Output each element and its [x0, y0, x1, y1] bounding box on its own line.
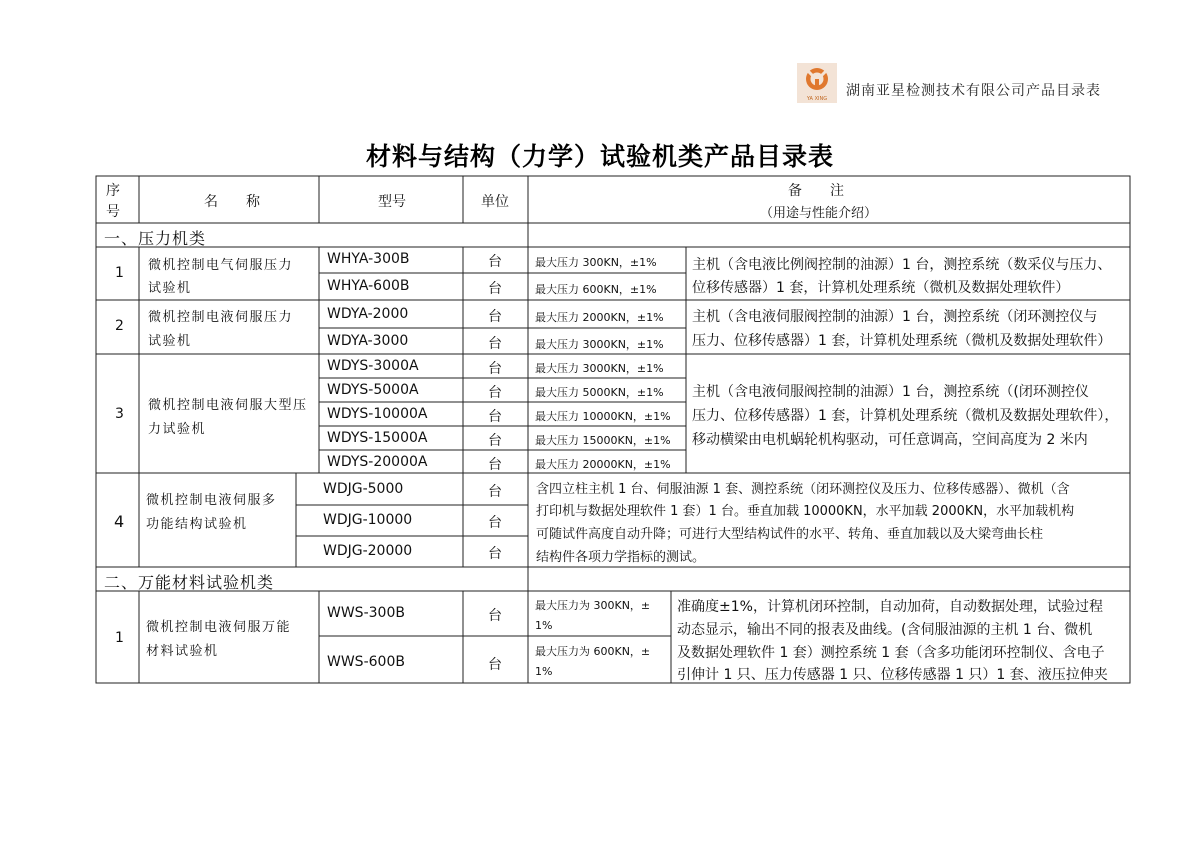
row-index: 2: [115, 318, 124, 334]
remark-line: 压力、位移传感器）1 套，计算机处理系统（微机及数据处理软件）: [692, 333, 1112, 349]
model-cell: WWS-600B: [327, 654, 405, 670]
remark-line: 打印机与数据处理软件 1 套）1 台。垂直加载 10000KN，水平加载 2000KN，水平加载机构: [536, 504, 1075, 519]
unit-cell: 台: [488, 361, 502, 377]
remark-line: 结构件各项力学指标的测试。: [536, 550, 706, 565]
product-name-line: 微机控制电液伺服压力: [148, 310, 294, 325]
row-index: 1: [115, 265, 124, 281]
spec-cell: 最大压力 3000KN，±1%: [535, 338, 664, 351]
spec-cell: 最大压力 5000KN，±1%: [535, 386, 664, 399]
spec-cell: 最大压力 2000KN，±1%: [535, 311, 664, 324]
remark-line: 位移传感器）1 套，计算机处理系统（微机及数据处理软件）: [692, 280, 1070, 296]
header-index-1: 序: [106, 183, 120, 199]
spec-cell: 最大压力为 300KN，±: [535, 599, 651, 612]
model-cell: WHYA-300B: [327, 251, 410, 267]
row-index: 3: [115, 406, 124, 422]
product-name-line: 微机控制电液伺服多: [146, 493, 277, 508]
row-index: 1: [115, 630, 124, 646]
model-cell: WDYS-3000A: [327, 358, 419, 374]
remark-line: 及数据处理软件 1 套）测控系统 1 套（含多功能闭环控制仪、含电子: [677, 645, 1105, 661]
remark-line: 主机（含电液伺服阀控制的油源）1 台，测控系统（(闭环测控仪: [692, 384, 1089, 400]
spec-cell: 1%: [535, 619, 553, 632]
spec-cell: 最大压力 300KN，±1%: [535, 256, 657, 269]
product-name-line: 试验机: [148, 334, 192, 349]
section-title: 一、压力机类: [104, 229, 207, 248]
model-cell: WWS-300B: [327, 605, 405, 621]
model-cell: WDYS-5000A: [327, 382, 419, 398]
product-name-line: 微机控制电气伺服压力: [148, 258, 294, 273]
spec-cell: 最大压力 15000KN，±1%: [535, 434, 671, 447]
product-name-line: 试验机: [148, 281, 192, 296]
header-unit: 单位: [481, 194, 509, 210]
model-cell: WDYA-3000: [327, 333, 409, 349]
unit-cell: 台: [488, 336, 502, 352]
model-cell: WDYA-2000: [327, 306, 409, 322]
unit-cell: 台: [488, 281, 502, 297]
remark-line: 可随试件高度自动升降；可进行大型结构试件的水平、转角、垂直加载以及大梁弯曲长柱: [536, 527, 1044, 542]
spec-cell: 最大压力 10000KN，±1%: [535, 410, 671, 423]
model-cell: WHYA-600B: [327, 278, 410, 294]
unit-cell: 台: [488, 657, 502, 673]
remark-line: 动态显示，输出不同的报表及曲线。(含伺服油源的主机 1 台、微机: [677, 622, 1093, 638]
header-remark-sub: （用途与性能介绍）: [760, 206, 878, 221]
unit-cell: 台: [488, 515, 502, 531]
unit-cell: 台: [488, 546, 502, 562]
row-index: 4: [114, 512, 125, 531]
model-cell: WDJG-20000: [323, 543, 413, 559]
spec-cell: 最大压力 600KN，±1%: [535, 283, 657, 296]
remark-line: 压力、位移传感器）1 套，计算机处理系统（微机及数据处理软件），: [692, 408, 1119, 424]
unit-cell: 台: [488, 309, 502, 325]
header-model: 型号: [378, 194, 406, 210]
section-title: 二、万能材料试验机类: [104, 573, 275, 592]
spec-cell: 1%: [535, 665, 553, 678]
remark-line: 主机（含电液比例阀控制的油源）1 台，测控系统（数采仪与压力、: [692, 257, 1112, 273]
unit-cell: 台: [488, 457, 502, 473]
model-cell: WDYS-10000A: [327, 406, 428, 422]
unit-cell: 台: [488, 254, 502, 270]
product-name-line: 材料试验机: [146, 644, 219, 659]
header-name: 名 称: [204, 194, 260, 210]
page-title: 材料与结构（力学）试验机类产品目录表: [365, 142, 834, 171]
remark-line: 移动横梁由电机蜗轮机构驱动，可任意调高，空间高度为 2 米内: [692, 432, 1088, 448]
spec-cell: 最大压力为 600KN，±: [535, 645, 651, 658]
product-name-line: 功能结构试验机: [146, 517, 248, 532]
header-index-2: 号: [106, 204, 120, 220]
remark-line: 准确度±1%，计算机闭环控制，自动加荷，自动数据处理，试验过程: [677, 599, 1103, 615]
product-name-line: 微机控制电液伺服大型压: [148, 398, 308, 413]
product-name-line: 微机控制电液伺服万能: [146, 620, 292, 635]
model-cell: WDJG-10000: [323, 512, 413, 528]
unit-cell: 台: [488, 409, 502, 425]
svg-text:YA XING: YA XING: [806, 96, 828, 102]
remark-line: 主机（含电液伺服阀控制的油源）1 台，测控系统（闭环测控仪与: [692, 309, 1098, 325]
spec-cell: 最大压力 3000KN，±1%: [535, 362, 664, 375]
product-name-line: 力试验机: [148, 422, 207, 437]
model-cell: WDJG-5000: [323, 481, 404, 497]
remark-line: 含四立柱主机 1 台、伺服油源 1 套、测控系统（闭环测控仪及压力、位移传感器）、微机（含: [536, 482, 1070, 497]
unit-cell: 台: [488, 484, 502, 500]
remark-line: 引伸计 1 只、压力传感器 1 只、位移传感器 1 只）1 套、液压拉伸夹: [677, 667, 1108, 683]
unit-cell: 台: [488, 385, 502, 401]
company-name: 湖南亚星检测技术有限公司产品目录表: [846, 83, 1101, 99]
unit-cell: 台: [488, 608, 502, 624]
header-remark: 备 注: [788, 183, 844, 199]
model-cell: WDYS-15000A: [327, 430, 428, 446]
model-cell: WDYS-20000A: [327, 454, 428, 470]
unit-cell: 台: [488, 433, 502, 449]
spec-cell: 最大压力 20000KN，±1%: [535, 458, 671, 471]
